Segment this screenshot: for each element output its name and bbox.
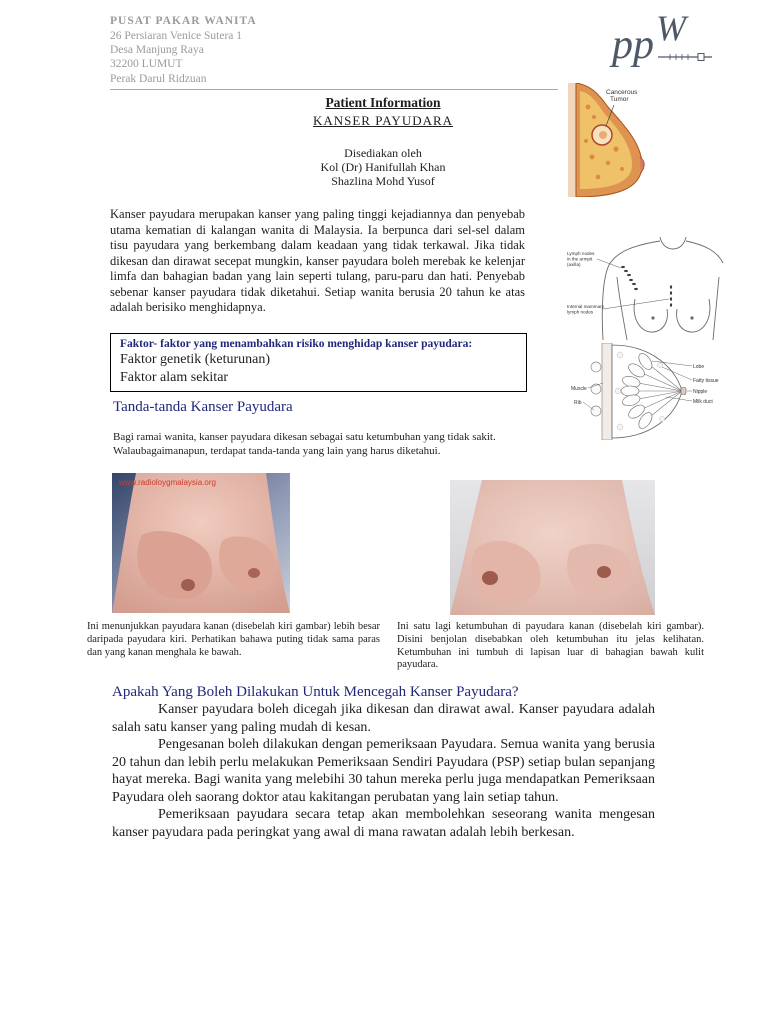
intro-paragraph: Kanser payudara merupakan kanser yang paling tinggi kejadiannya dan penyebab utama kematian di kalangan wanita di Malaysia. Ia berpunca dari sel-sel dalam tisu payudara yang berkembang dalam keadaan yang tidak terkawal. Jika tidak dikesan dan dirawat secepat mungkin, kanser payudara boleh merebak ke kelenjar limfa dan bahagian badan yang lain seperti tulang, paru-paru dan hati. Penyebab sebenar kanser payudara tidak diketahui. Setiap wanita berusia 20 tahun ke atas adalah berisiko menghidapnya. xyxy=(110,207,525,314)
axilla-label-line: (axilla) xyxy=(567,262,581,267)
right-shoulder-outline xyxy=(686,241,723,263)
fatty-tissue-label: Fatty tissue xyxy=(693,378,719,384)
credits-block xyxy=(200,146,566,188)
address-line: Desa Manjung Raya xyxy=(110,44,204,57)
risk-factors-box xyxy=(110,333,527,392)
rib xyxy=(591,362,601,372)
address-line: 32200 LUMUT xyxy=(110,58,183,71)
left-shoulder-outline xyxy=(602,241,660,340)
muscle-label: Muscle xyxy=(571,386,587,392)
left-nipple xyxy=(651,316,654,319)
nipple xyxy=(597,566,611,578)
address-block xyxy=(110,29,242,86)
lymph-node-diagram xyxy=(565,237,725,340)
tumor-diagram xyxy=(568,83,650,197)
author-name: Shazlina Mohd Yusof xyxy=(331,174,435,188)
muscle-layer xyxy=(602,343,612,440)
nipple-label: Nipple xyxy=(693,389,708,395)
left-breast-outline xyxy=(634,299,667,332)
axillary-lymph-nodes xyxy=(621,266,638,290)
tumor-label-line: Tumor xyxy=(610,96,629,103)
tumor-label-line: Cancerous xyxy=(606,89,638,96)
risk-factors-heading: Faktor- faktor yang menambahkan risiko menghidap kanser payudara: xyxy=(120,338,473,350)
neck-outline xyxy=(660,237,686,249)
photo-watermark: www.radioloygmalaysia.org xyxy=(119,478,216,487)
tumor-core xyxy=(599,131,607,139)
mammary-label-pointer xyxy=(603,299,669,309)
photo-caption: Ini menunjukkan payudara kanan (disebelah kiri gambar) lebih besar daripada payudara kiri. Perhatikan bahawa puting tidak sama paras dan yang kanan menghala ke bawah. xyxy=(87,621,380,658)
risk-factor-item: Faktor genetik (keturunan) xyxy=(120,352,271,367)
axilla-label-line: in the armpit xyxy=(567,256,593,262)
signs-heading: Tanda-tanda Kanser Payudara xyxy=(113,399,293,415)
photo-caption: Ini satu lagi ketumbuhan di payudara kanan (disebelah kiri gambar). Disini benjolan disebabkan oleh ketumbuhan itu jelas kelihatan. Ketumbuhan ini tumbuh di lapisan luar di bahagian bawah kulit payudara. xyxy=(397,621,704,671)
nipple xyxy=(181,579,195,591)
mammary-label-line: Internal mammary xyxy=(567,304,605,309)
right-breast-outline xyxy=(677,299,710,332)
risk-factor-item: Faktor alam sekitar xyxy=(120,370,229,385)
clinical-photo xyxy=(450,480,655,615)
nipple xyxy=(248,568,260,578)
rib-label: Rib xyxy=(574,400,582,406)
header-divider xyxy=(110,89,558,90)
left-torso-outline xyxy=(617,277,627,340)
logo-letters: pp xyxy=(612,22,654,68)
document-subject: KANSER PAYUDARA xyxy=(312,113,454,128)
prevention-paragraph: Pengesanan boleh dilakukan dengan pemeriksaan Payudara. Semua wanita yang berusia 20 tahun dan lebih perlu melakukan Pemeriksaan Sendiri Payudara (PSP) setiap bulan sepanjang hayat mereka. Bagi wanita yang melebihi 30 tahun mereka perlu juga mendapatkan Pemeriksaan Payudara oleh saorang doktor atau kakitangan perubatan yang lain setiap tahun. xyxy=(112,737,655,805)
prepared-by-label: Disediakan oleh xyxy=(344,146,422,160)
clinical-photo xyxy=(112,473,290,613)
document-title: Patient Information xyxy=(325,95,441,110)
right-torso-outline xyxy=(713,277,719,340)
mammary-label-line: lymph nodes xyxy=(567,309,594,315)
prevention-body xyxy=(112,701,655,841)
logo xyxy=(612,10,712,72)
internal-mammary-lymph-nodes xyxy=(670,285,672,307)
nipple xyxy=(482,571,498,585)
axilla-label-pointer xyxy=(597,259,621,268)
prevention-heading: Apakah Yang Boleh Dilakukan Untuk Mencegah Kanser Payudara? xyxy=(112,684,519,700)
address-line: Perak Darul Ridzuan xyxy=(110,72,207,85)
author-name: Kol (Dr) Hanifullah Khan xyxy=(320,160,446,174)
organization-name: PUSAT PAKAR WANITA xyxy=(110,15,257,27)
nipple xyxy=(681,388,686,395)
lobe-label: Lobe xyxy=(693,364,705,370)
logo-accent-letter: W xyxy=(656,8,686,48)
right-nipple xyxy=(690,316,693,319)
milk-duct-label: Milk duct xyxy=(693,399,713,405)
axilla-label-line: Lymph nodes xyxy=(567,251,595,256)
signs-text: Bagi ramai wanita, kanser payudara dikesan sebagai satu ketumbuhan yang tidak sakit. Walaubagaimanapun, terdapat tanda-tanda yang lain yang harus diketahui. xyxy=(113,431,496,457)
breast-anatomy-diagram xyxy=(570,343,727,440)
address-line: 26 Persiaran Venice Sutera 1 xyxy=(110,30,242,42)
rib xyxy=(591,406,601,416)
prevention-paragraph: Kanser payudara boleh dicegah jika dikesan dan dirawat awal. Kanser payudara adalah salah satu kanser yang paling mudah di kesan. xyxy=(112,702,655,735)
syringe-icon xyxy=(658,50,712,64)
prevention-paragraph: Pemeriksaan payudara secara tetap akan membolehkan seseorang wanita mengesan kanser payudara pada peringkat yang awal di mana rawatan adalah lebih berkesan. xyxy=(112,807,655,840)
